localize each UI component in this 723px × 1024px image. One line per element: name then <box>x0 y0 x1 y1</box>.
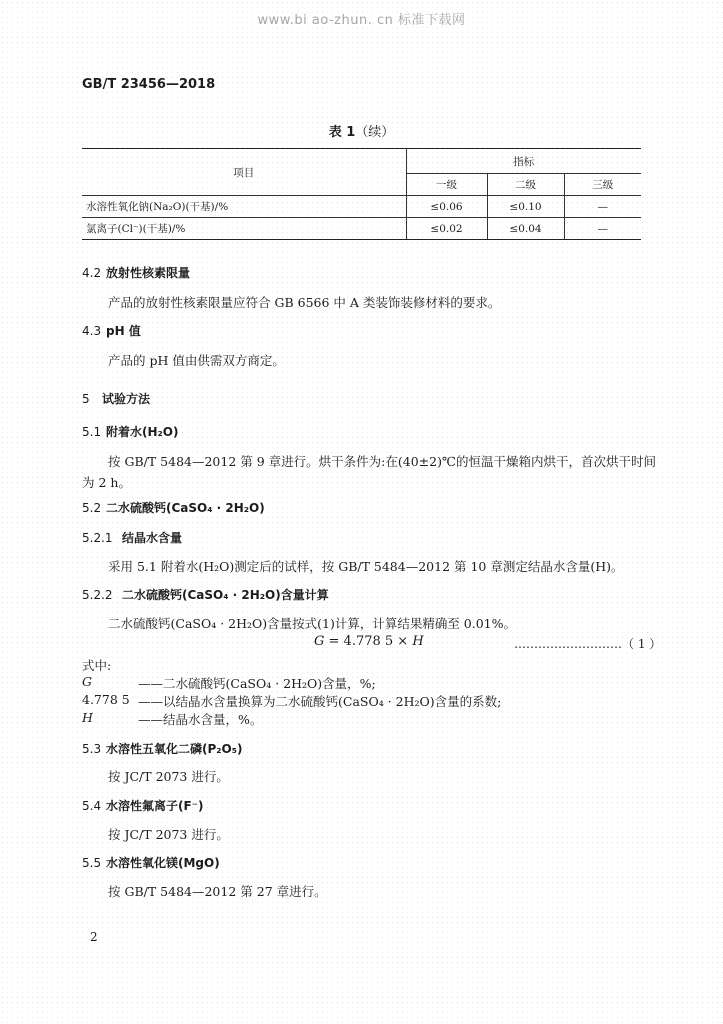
row-grade-1: ≤0.02 <box>406 218 487 240</box>
row-grade-1: ≤0.06 <box>406 196 487 218</box>
section-title: 放射性核素限量 <box>106 266 191 280</box>
paragraph-5-3: 按 JC/T 2073 进行。 <box>108 769 229 784</box>
paragraph-4-2: 产品的放射性核素限量应符合 GB 6566 中 A 类装饰装修材料的要求。 <box>108 295 501 310</box>
section-number: 5.2.2 <box>82 588 113 602</box>
section-number: 5.2 <box>82 501 102 515</box>
section-number: 5.2.1 <box>82 531 113 545</box>
section-number: 5.5 <box>82 856 102 870</box>
table-row <box>82 218 641 240</box>
table-caption <box>0 121 723 140</box>
formula-rhs: H <box>412 634 424 649</box>
paragraph-5-1-line-2: 为 2 h。 <box>82 475 131 490</box>
heading-4-3 <box>82 322 141 339</box>
heading-5-5 <box>82 854 220 871</box>
definition-text: ——二水硫酸钙(CaSO₄ · 2H₂O)含量，%; <box>138 676 376 691</box>
table-caption-suffix: （续） <box>355 125 395 140</box>
section-title: 二水硫酸钙(CaSO₄ · 2H₂O) <box>106 501 265 515</box>
paragraph-5-2-2: 二水硫酸钙(CaSO₄ · 2H₂O)含量按式(1)计算，计算结果精确至 0.01%。 <box>108 616 517 631</box>
table-caption-main: 表 1 <box>328 125 356 140</box>
page-number: 2 <box>90 930 98 944</box>
row-grade-2: ≤0.04 <box>487 218 564 240</box>
definition-symbol: 4.778 5 <box>82 692 130 707</box>
header-item: 项目 <box>82 149 406 196</box>
row-item: 水溶性氧化钠(Na₂O)(干基)/% <box>82 196 406 218</box>
section-title: 结晶水含量 <box>122 531 183 545</box>
watermark-text: www.bi ao-zhun. cn 标准下载网 <box>257 13 466 28</box>
row-grade-3: — <box>564 218 641 240</box>
section-title: pH 值 <box>106 324 141 338</box>
definition-text: ——以结晶水含量换算为二水硫酸钙(CaSO₄ · 2H₂O)含量的系数; <box>138 694 502 709</box>
heading-5-2-2 <box>82 586 329 603</box>
section-title: 试验方法 <box>102 392 151 406</box>
heading-5-2-1 <box>82 529 182 546</box>
where-label: 式中: <box>82 658 112 673</box>
heading-5-1 <box>82 423 178 440</box>
spec-table <box>82 148 641 240</box>
section-number: 5.4 <box>82 799 102 813</box>
section-title: 水溶性氟离子(F⁻) <box>106 799 204 813</box>
definition-symbol: G <box>82 674 92 689</box>
row-item: 氯离子(Cl⁻)(干基)/% <box>82 218 406 240</box>
header-grade-1: 一级 <box>406 174 487 196</box>
header-grade-2: 二级 <box>487 174 564 196</box>
heading-5-4 <box>82 797 204 814</box>
definition-text: ——结晶水含量，%。 <box>138 712 263 727</box>
table-row <box>82 196 641 218</box>
definition-symbol: H <box>82 710 93 725</box>
formula-1 <box>314 634 424 649</box>
section-number: 4.2 <box>82 266 102 280</box>
header-index: 指标 <box>406 149 641 174</box>
section-title: 水溶性氧化镁(MgO) <box>106 856 220 870</box>
paragraph-5-1-line-1: 按 GB/T 5484—2012 第 9 章进行。烘干条件为:在(40±2)℃的恒温干燥箱内烘干，首次烘干时间 <box>108 454 656 469</box>
paragraph-5-2-1: 采用 5.1 附着水(H₂O)测定后的试样，按 GB/T 5484—2012 第 10 章测定结晶水含量(H)。 <box>108 559 624 574</box>
document-number: GB/T 23456—2018 <box>82 77 216 92</box>
equation-number: ………………………（ 1 ） <box>514 637 662 651</box>
heading-4-2 <box>82 264 190 281</box>
paragraph-4-3: 产品的 pH 值由供需双方商定。 <box>108 353 285 368</box>
heading-5-2 <box>82 499 265 516</box>
heading-5-3 <box>82 740 242 757</box>
formula-lhs: G <box>314 634 325 649</box>
paragraph-5-4: 按 JC/T 2073 进行。 <box>108 827 229 842</box>
section-title: 水溶性五氧化二磷(P₂O₅) <box>106 742 243 756</box>
heading-5 <box>82 390 150 407</box>
paragraph-5-5: 按 GB/T 5484—2012 第 27 章进行。 <box>108 884 327 899</box>
section-number: 5 <box>82 392 90 406</box>
header-grade-3: 三级 <box>564 174 641 196</box>
section-title: 附着水(H₂O) <box>106 425 179 439</box>
row-grade-3: — <box>564 196 641 218</box>
section-number: 4.3 <box>82 324 102 338</box>
section-number: 5.1 <box>82 425 102 439</box>
section-number: 5.3 <box>82 742 102 756</box>
row-grade-2: ≤0.10 <box>487 196 564 218</box>
section-title: 二水硫酸钙(CaSO₄ · 2H₂O)含量计算 <box>122 588 329 602</box>
formula-coefficient: = 4.778 5 × <box>324 634 413 649</box>
